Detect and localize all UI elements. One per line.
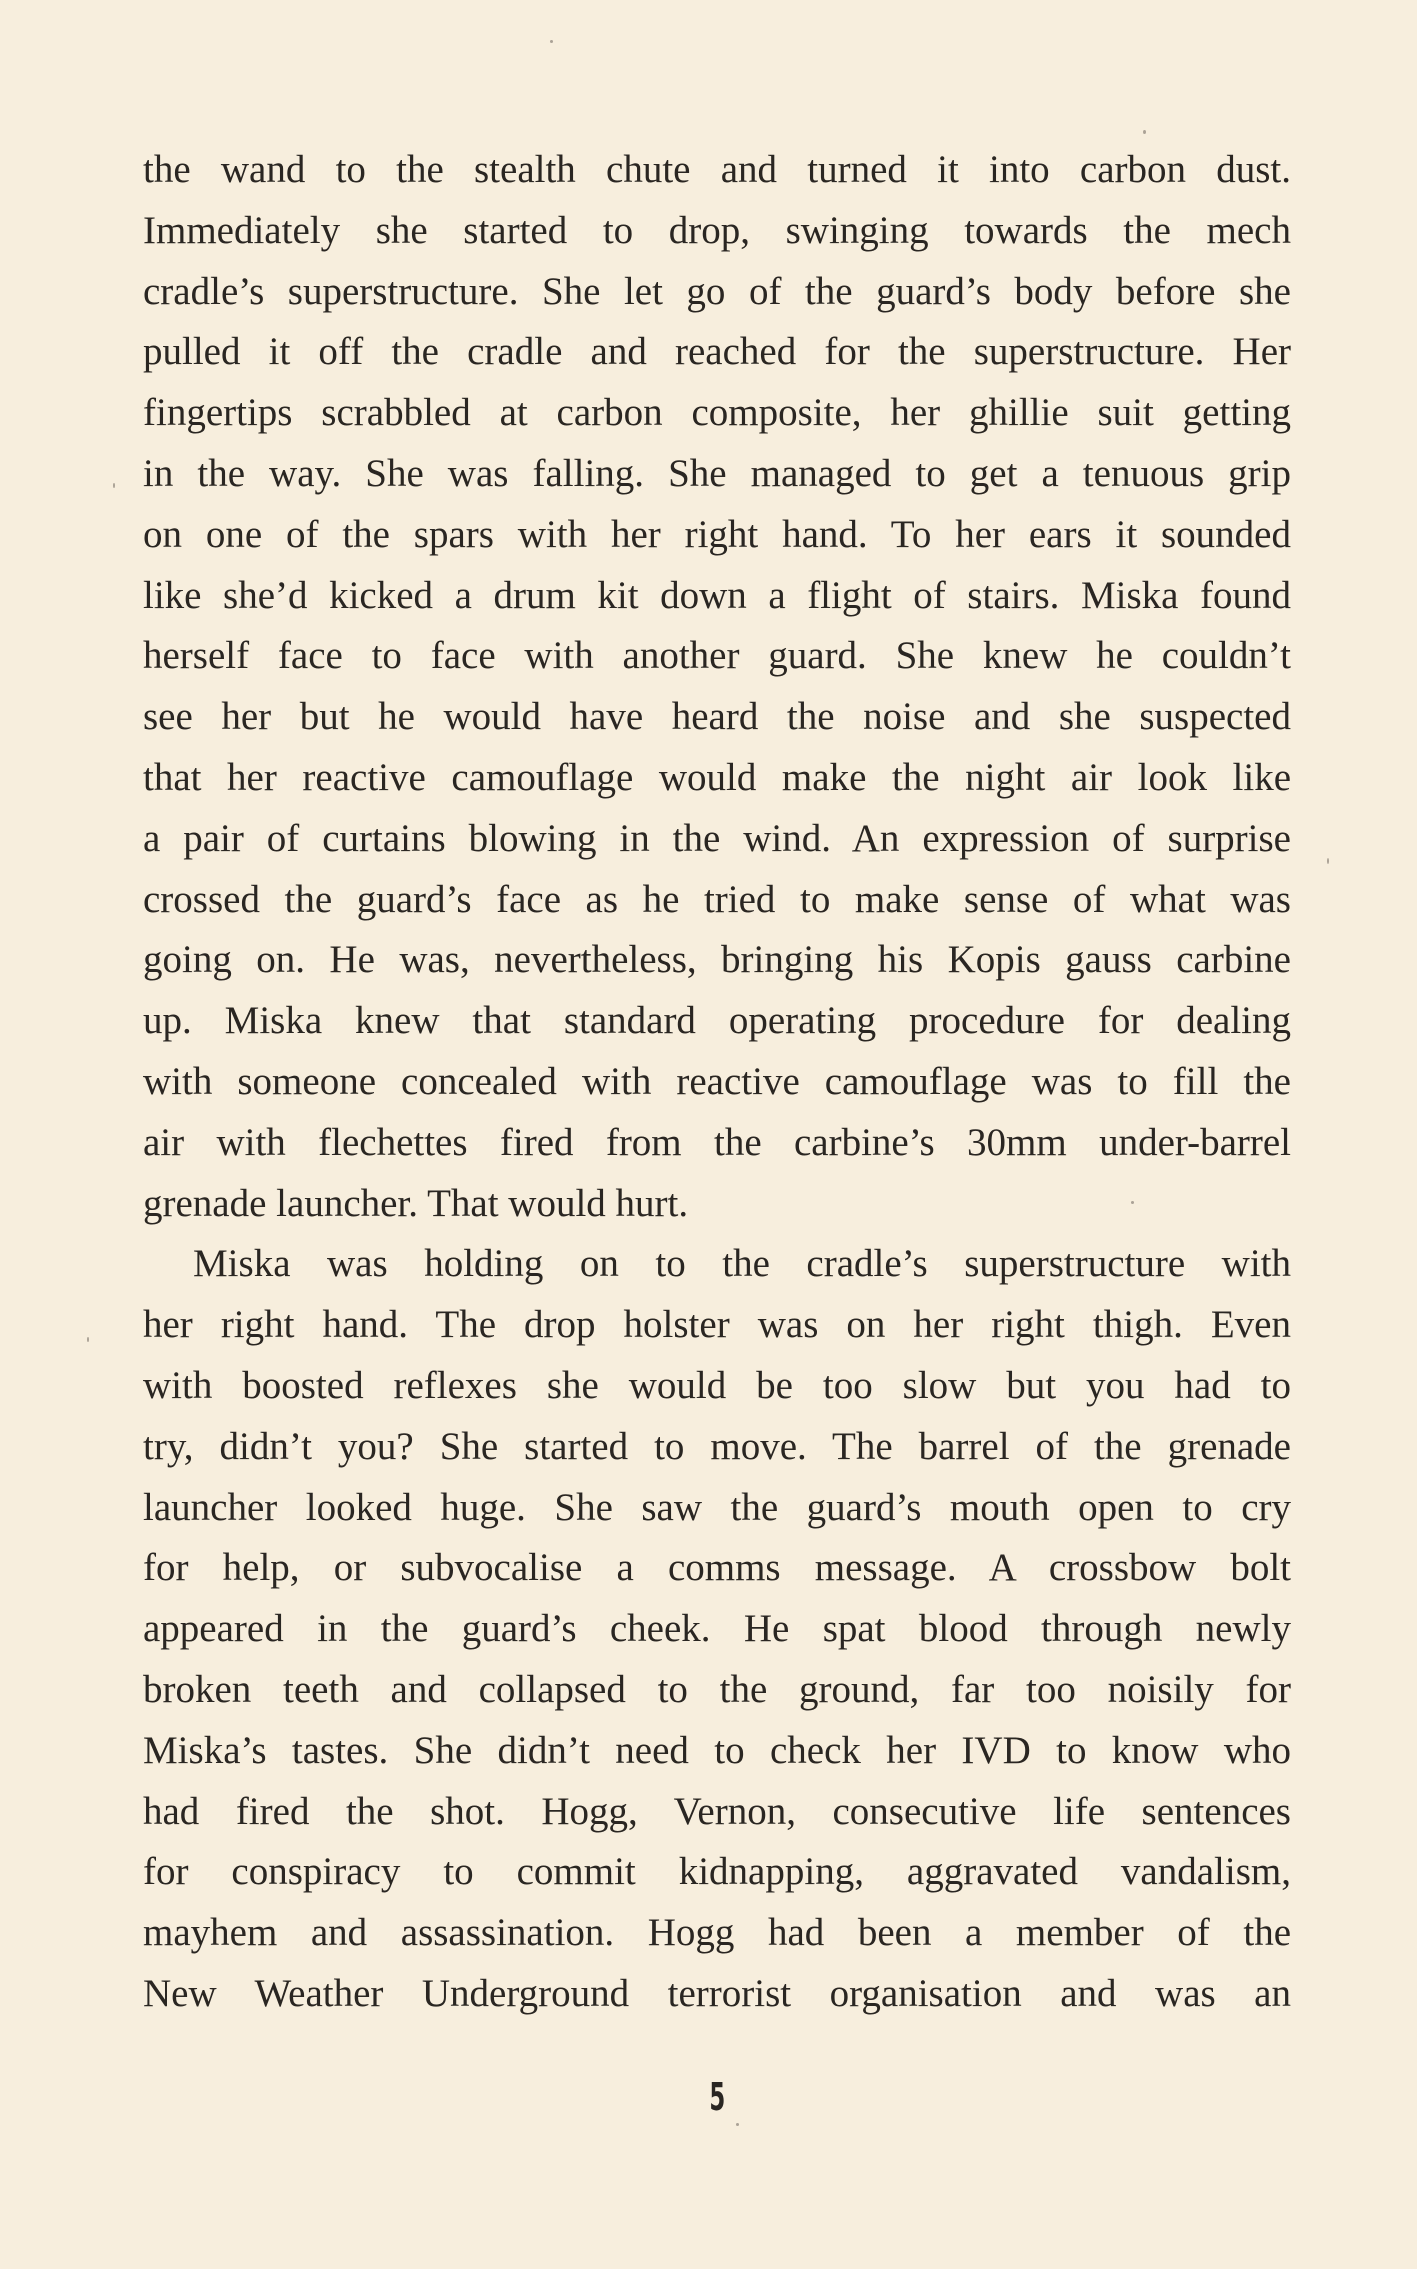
paper-speck [736, 2123, 739, 2126]
text-line: Miska was holding on to the cradle’s superstructure with [193, 1242, 1291, 1286]
paragraph [143, 140, 1291, 1234]
text-line: in the way. She was falling. She managed to get a tenuous grip [143, 451, 1291, 495]
text-line: like she’d kicked a drum kit down a flight of stairs. Miska found [143, 573, 1291, 617]
text-line: air with flechettes fired from the carbine’s 30mm under-barrel [143, 1120, 1291, 1164]
body-text [143, 140, 1291, 2025]
text-line: launcher looked huge. She saw the guard’s mouth open to cry [143, 1485, 1291, 1529]
paragraph [143, 1234, 1291, 2024]
paper-speck [113, 483, 115, 488]
text-line: New Weather Underground terrorist organisation and was an [143, 1971, 1291, 2015]
text-line: cradle’s superstructure. She let go of the guard’s body before she [143, 269, 1291, 313]
text-line: herself face to face with another guard. She knew he couldn’t [143, 634, 1291, 678]
text-line: pulled it off the cradle and reached for the superstructure. Her [143, 330, 1291, 374]
text-line: the wand to the stealth chute and turned it into carbon dust. [143, 148, 1291, 191]
text-line: had fired the shot. Hogg, Vernon, consecutive life sentences [143, 1789, 1291, 1833]
text-line: see her but he would have heard the noise and she suspected [143, 695, 1291, 739]
text-line: Immediately she started to drop, swinging towards the mech [143, 208, 1291, 252]
text-line: for conspiracy to commit kidnapping, aggravated vandalism, [143, 1850, 1291, 1894]
text-line: fingertips scrabbled at carbon composite, her ghillie suit getting [143, 391, 1291, 435]
paper-speck [1131, 1201, 1134, 1204]
text-line: on one of the spars with her right hand. To her ears it sounded [143, 512, 1291, 556]
text-line: grenade launcher. That would hurt. [143, 1181, 689, 1225]
text-line: with someone concealed with reactive camouflage was to fill the [143, 1059, 1291, 1103]
paper-speck [87, 1337, 89, 1342]
text-line: crossed the guard’s face as he tried to make sense of what was [143, 877, 1291, 921]
text-line: with boosted reflexes she would be too slow but you had to [143, 1363, 1291, 1407]
text-line: appeared in the guard’s cheek. He spat blood through newly [143, 1607, 1291, 1651]
paper-speck [1327, 858, 1329, 864]
page-number: 5 [709, 2075, 726, 2119]
text-line: Miska’s tastes. She didn’t need to check her IVD to know who [143, 1728, 1291, 1772]
text-line: going on. He was, nevertheless, bringing his Kopis gauss carbine [143, 938, 1291, 982]
text-line: broken teeth and collapsed to the ground, far too noisily for [143, 1667, 1291, 1711]
text-line: her right hand. The drop holster was on her right thigh. Even [143, 1303, 1291, 1347]
text-line: up. Miska knew that standard operating procedure for dealing [143, 999, 1291, 1043]
text-line: a pair of curtains blowing in the wind. An expression of surprise [143, 816, 1291, 860]
text-line: that her reactive camouflage would make the night air look like [143, 755, 1291, 799]
paper-speck [550, 40, 553, 43]
paper-speck [1143, 130, 1146, 134]
text-line: for help, or subvocalise a comms message. A crossbow bolt [143, 1546, 1291, 1590]
text-line: mayhem and assassination. Hogg had been a member of the [143, 1911, 1291, 1955]
text-line: try, didn’t you? She started to move. The barrel of the grenade [143, 1424, 1291, 1468]
